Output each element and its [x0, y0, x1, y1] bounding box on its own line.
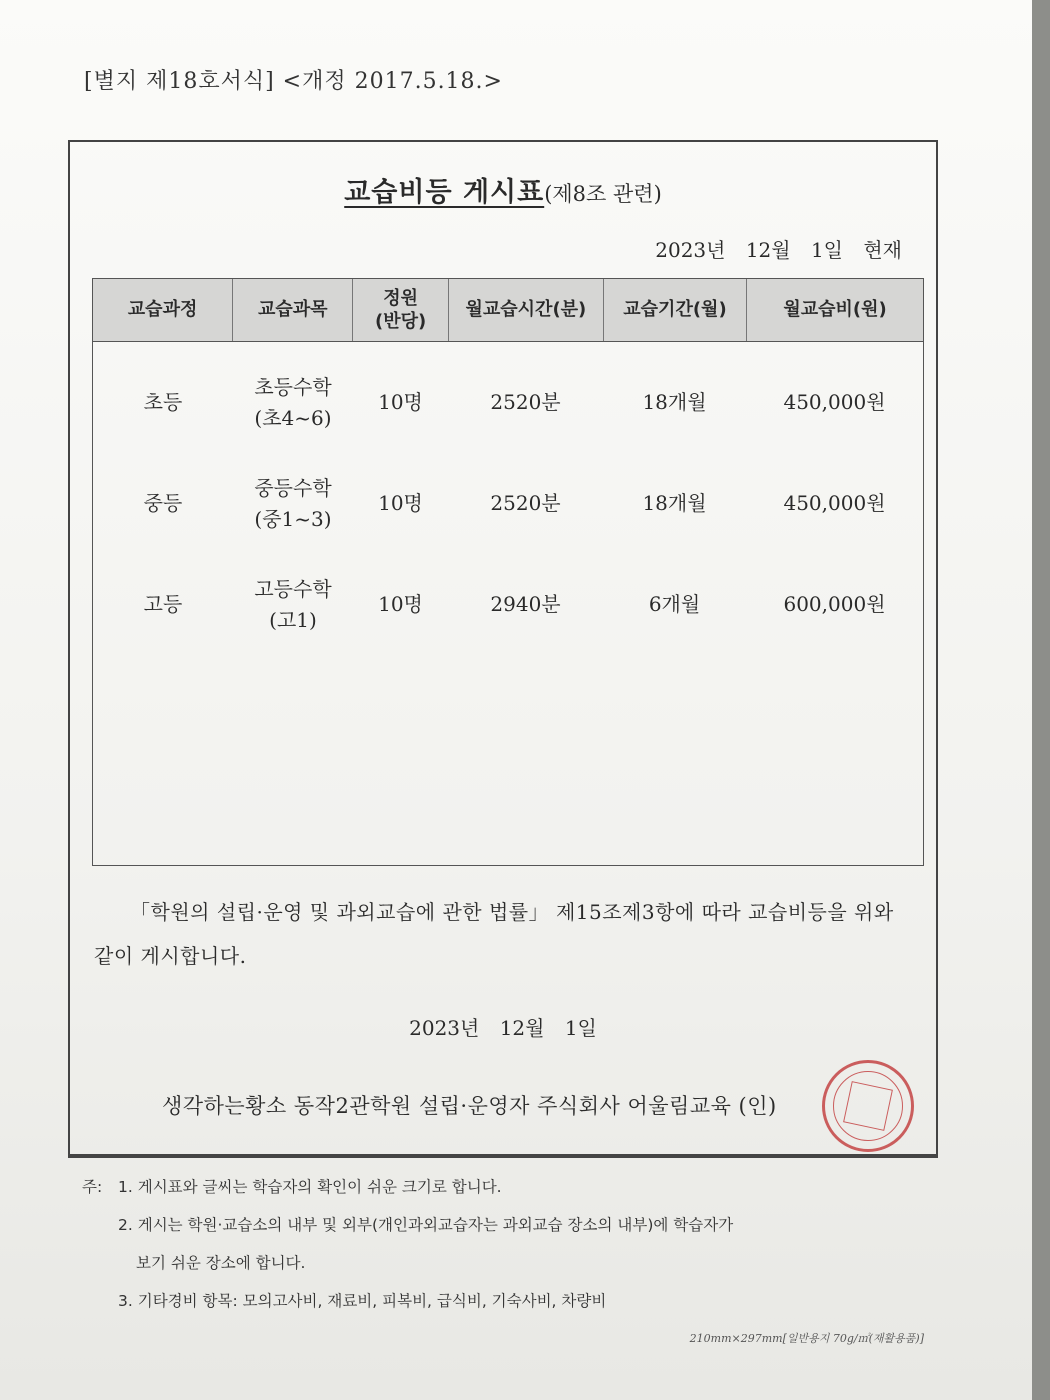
notice-frame [68, 140, 938, 1158]
cell-fee: 450,000원 [783, 491, 886, 515]
notes-section [82, 1168, 942, 1320]
cell-capacity: 10명 [378, 491, 423, 515]
table-row [93, 352, 923, 453]
header-subject: 교습과목 [233, 279, 353, 341]
official-seal-stamp [822, 1060, 914, 1152]
notes-divider [68, 1154, 938, 1156]
cell-subject [233, 352, 353, 453]
table-row [93, 554, 923, 655]
note-item [82, 1282, 942, 1320]
cell-monthly-minutes: 2940분 [490, 592, 561, 616]
header-fee: 월교습비(원) [783, 299, 887, 321]
cell-course: 고등 [143, 592, 183, 616]
document-subtitle: (제8조 관련) [544, 182, 662, 206]
document-title: 교습비등 게시표 [344, 177, 545, 208]
note-text: 보기 쉬운 장소에 합니다. [136, 1254, 306, 1272]
subject-name: 고등수학 [254, 576, 332, 601]
form-number: [별지 제18호서식] <개정 2017.5.18.> [84, 69, 503, 94]
header-capacity: 정원 (반당) [353, 279, 448, 341]
header-period: 교습기간(월) [604, 279, 747, 341]
cell-period: 18개월 [642, 390, 707, 414]
note-item [82, 1244, 942, 1282]
cell-period: 18개월 [642, 491, 707, 515]
note-item [82, 1206, 942, 1244]
subject-range: (중1~3) [254, 506, 332, 531]
subject-name: 중등수학 [254, 475, 332, 500]
fee-table [92, 278, 924, 866]
cell-course: 중등 [143, 491, 183, 515]
header-course: 교습과정 [93, 279, 233, 341]
note-item [82, 1168, 942, 1206]
title-row [70, 170, 936, 209]
note-text: 3. 기타경비 항목: 모의고사비, 재료비, 피복비, 급식비, 기숙사비, 차량비 [118, 1292, 607, 1310]
cell-subject [233, 554, 353, 655]
cell-capacity: 10명 [378, 592, 423, 616]
note-text: 2. 게시는 학원·교습소의 내부 및 외부(개인과외교습자는 과외교습 장소의 내부)에 학습자가 [118, 1216, 734, 1234]
legal-statement: 「학원의 설립·운영 및 과외교습에 관한 법률」 제15조제3항에 따라 교습비등을 위와 같이 게시합니다. [94, 900, 894, 968]
cell-subject [233, 453, 353, 554]
notes-prefix: 주: [82, 1178, 103, 1196]
issue-date: 2023년 12월 1일 [409, 1016, 597, 1040]
subject-range: (초4~6) [254, 405, 332, 430]
table-body [93, 342, 923, 655]
header-monthly-minutes: 월교습시간(분) [449, 279, 604, 341]
cell-period: 6개월 [648, 592, 701, 616]
subject-name: 초등수학 [254, 374, 332, 399]
cell-course: 초등 [143, 390, 183, 414]
note-text: 1. 게시표와 글씨는 학습자의 확인이 쉬운 크기로 합니다. [118, 1178, 502, 1196]
cell-capacity: 10명 [378, 390, 423, 414]
subject-range: (고1) [269, 607, 317, 632]
table-row [93, 453, 923, 554]
signature-line: 생각하는황소 동작2관학원 설립·운영자 주식회사 어울림교육 (인) [162, 1094, 777, 1118]
table-header [93, 279, 923, 342]
seal-inner-mark [843, 1081, 893, 1131]
cell-fee: 600,000원 [783, 592, 886, 616]
cell-monthly-minutes: 2520분 [490, 491, 561, 515]
cell-monthly-minutes: 2520분 [490, 390, 561, 414]
as-of-date: 2023년 12월 1일 현재 [655, 238, 902, 262]
cell-fee: 450,000원 [783, 390, 886, 414]
paper-spec: 210mm×297mm[일반용지 70g/㎡(재활용품)] [689, 1332, 924, 1345]
